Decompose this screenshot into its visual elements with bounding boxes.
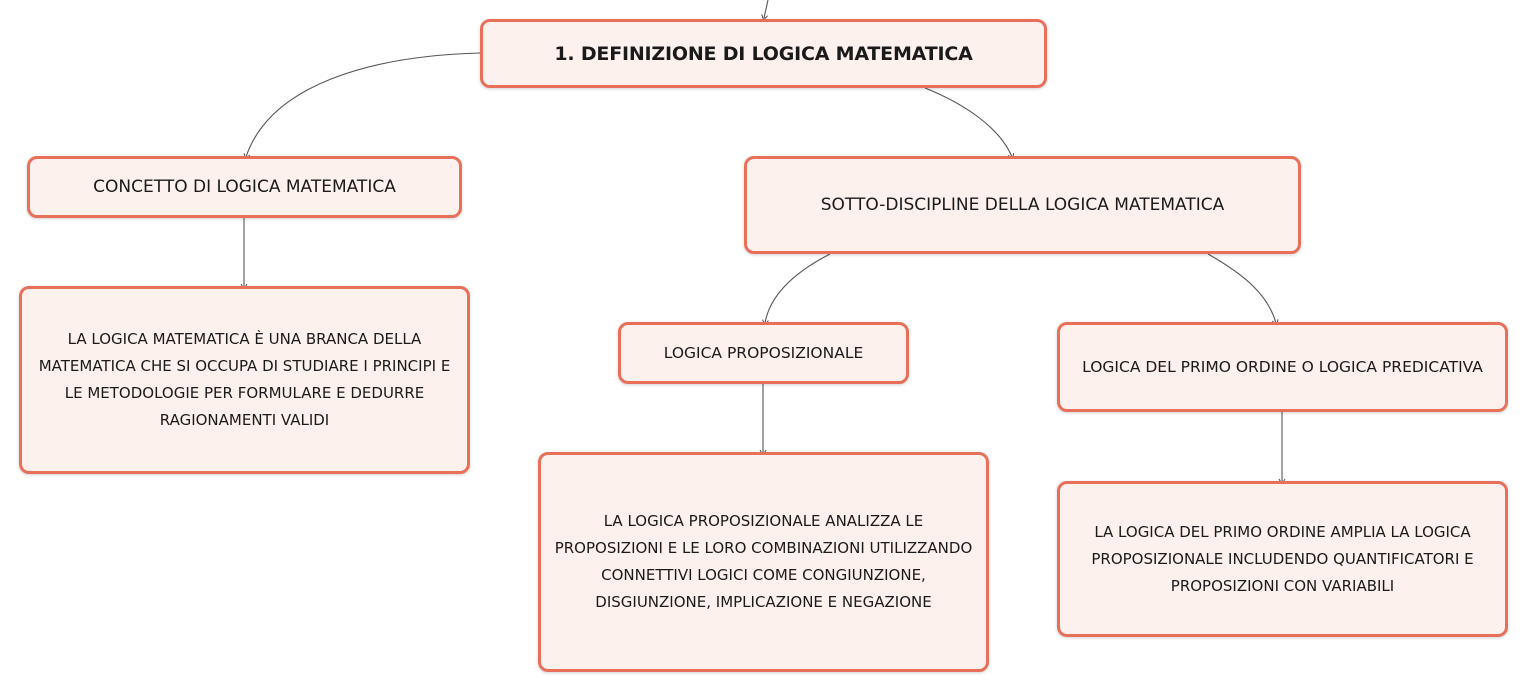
- subdisciplines-label: SOTTO-DISCIPLINE DELLA LOGICA MATEMATICA: [820, 195, 1225, 215]
- concept-description-text: LA LOGICA MATEMATICA È UNA BRANCA DELLA MATEMATICA CHE SI OCCUPA DI STUDIARE I PRINCIPI E LE METODOLOGIE PER FORMULARE E DEDURRE RAGIONAMENTI VALIDI: [38, 330, 451, 429]
- concept-node[interactable]: [27, 156, 462, 218]
- first-order-description-text: LA LOGICA DEL PRIMO ORDINE AMPLIA LA LOGICA PROPOSIZIONALE INCLUDENDO QUANTIFICATORI E PROPOSIZIONI CON VARIABILI: [1091, 522, 1474, 595]
- connector-sub-propositional: [765, 254, 830, 323]
- subdisciplines-node[interactable]: [744, 156, 1301, 254]
- propositional-node[interactable]: [618, 322, 909, 384]
- first-order-description-node[interactable]: [1057, 481, 1508, 637]
- propositional-description-text: LA LOGICA PROPOSIZIONALE ANALIZZA LE PROPOSIZIONI E LE LORO COMBINAZIONI UTILIZZANDO CONNETTIVI LOGICI COME CONGIUNZIONE, DISGIUNZIONE, IMPLICAZIONE E NEGAZIONE: [554, 512, 973, 611]
- first-order-label: LOGICA DEL PRIMO ORDINE O LOGICA PREDICATIVA: [1082, 358, 1483, 376]
- connector-incoming-root: [764, 0, 768, 18]
- connector-root-concept: [246, 53, 480, 157]
- first-order-node[interactable]: [1057, 322, 1508, 412]
- root-label: 1. DEFINIZIONE DI LOGICA MATEMATICA: [554, 42, 973, 65]
- connector-root-subdisciplines: [925, 88, 1012, 157]
- concept-label: CONCETTO DI LOGICA MATEMATICA: [93, 177, 396, 197]
- concept-description-node[interactable]: [19, 286, 470, 474]
- connector-sub-firstorder: [1208, 254, 1276, 323]
- propositional-label: LOGICA PROPOSIZIONALE: [663, 344, 864, 362]
- propositional-description-node[interactable]: [538, 452, 989, 672]
- root-node[interactable]: [480, 19, 1047, 88]
